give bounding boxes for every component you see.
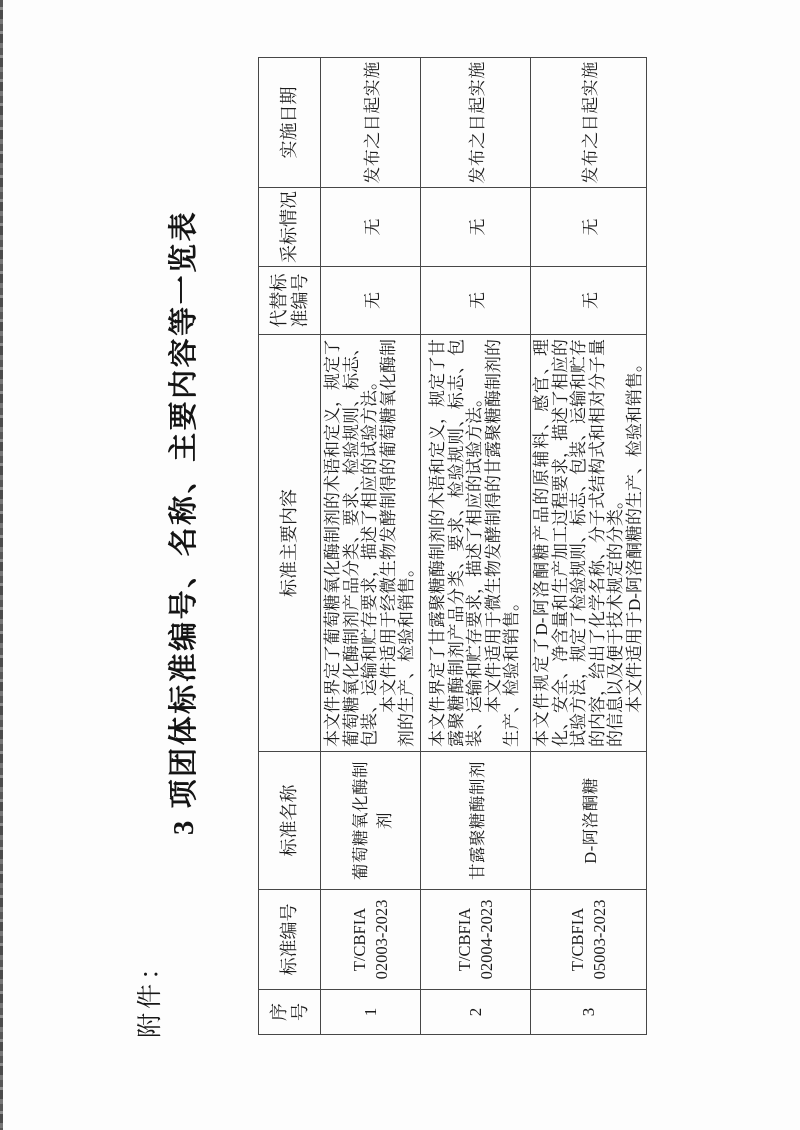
header-content: 标准主要内容: [259, 335, 321, 752]
attachment-label: 附件：: [137, 950, 164, 1038]
row-2-seq: 2: [421, 990, 531, 1035]
row-3-replaced: 无: [531, 267, 647, 335]
row-1-content-p2: 本文件适用于经微生物发酵制得的葡萄糖氧化酶制剂的生产、检验和销售。: [378, 339, 417, 747]
row-2-name: 甘露聚糖酶制剂: [421, 752, 531, 890]
scanner-edge-artifact: [0, 0, 3, 1130]
table-row: [321, 58, 421, 1035]
header-name: 标准名称: [259, 752, 321, 890]
row-2-content: [421, 335, 531, 752]
row-1-replaced: 无: [321, 267, 421, 335]
row-2-content-p1: 本文件界定了甘露聚糖酶制剂的术语和定义，规定了甘露聚糖酶制剂产品分类、要求、检验规则、标志、包装、运输和贮存要求，描述了相应的试验方法。: [428, 339, 485, 747]
header-replaced-std-no: 代替标准编号: [259, 267, 321, 335]
table-row: [531, 58, 647, 1035]
row-3-impl-date: 发布之日起实施: [531, 58, 647, 188]
row-3-content-p1: 本文件规定了D-阿洛酮糖产品的原辅料、感官、理化、安全、净含量和生产加工过程要求，描述了相应的试验方法，规定了检验规则、标志、包装、运输和贮存的内容，给出了化学名称、分子式结构式和相对分子量的信息以及便于技术规定的分类。: [532, 339, 625, 747]
row-1-adoption: 无: [321, 188, 421, 267]
row-2-replaced: 无: [421, 267, 531, 335]
row-3-std-no: T/CBFIA 05003-2023: [531, 890, 647, 990]
header-impl-date: 实施日期: [259, 58, 321, 188]
row-1-impl-date: 发布之日起实施: [321, 58, 421, 188]
header-adoption-status: 采标情况: [259, 188, 321, 267]
table-header-row: [259, 58, 321, 1035]
row-1-content: [321, 335, 421, 752]
row-1-content-p1: 本文件界定了葡萄糖氧化酶制剂的术语和定义，规定了葡萄糖氧化酶制剂产品分类、要求、检验规则、标志、包装、运输和贮存要求，描述了相应的试验方法。: [323, 339, 380, 747]
row-3-seq: 3: [531, 990, 647, 1035]
row-1-std-no: T/CBFIA 02003-2023: [321, 890, 421, 990]
document-title: 3 项团体标准编号、名称、主要内容等一览表: [168, 209, 200, 836]
row-1-seq: 1: [321, 990, 421, 1035]
header-std-no: 标准编号: [259, 890, 321, 990]
table-row: [421, 58, 531, 1035]
row-2-std-no: T/CBFIA 02004-2023: [421, 890, 531, 990]
row-1-name: 葡萄糖氧化酶制剂: [321, 752, 421, 890]
row-3-content: [531, 335, 647, 752]
header-seq: 序号: [259, 990, 321, 1035]
row-3-name: D-阿洛酮糖: [531, 752, 647, 890]
row-2-content-p2: 本文件适用于微生物发酵制得的甘露聚糖酶制剂的生产、检验和销售。: [483, 339, 522, 747]
row-2-impl-date: 发布之日起实施: [421, 58, 531, 188]
standards-table: [258, 57, 647, 1035]
row-3-content-p2: 本文件适用于D-阿洛酮糖的生产、检验和销售。: [624, 355, 644, 713]
row-3-adoption: 无: [531, 188, 647, 267]
row-2-adoption: 无: [421, 188, 531, 267]
